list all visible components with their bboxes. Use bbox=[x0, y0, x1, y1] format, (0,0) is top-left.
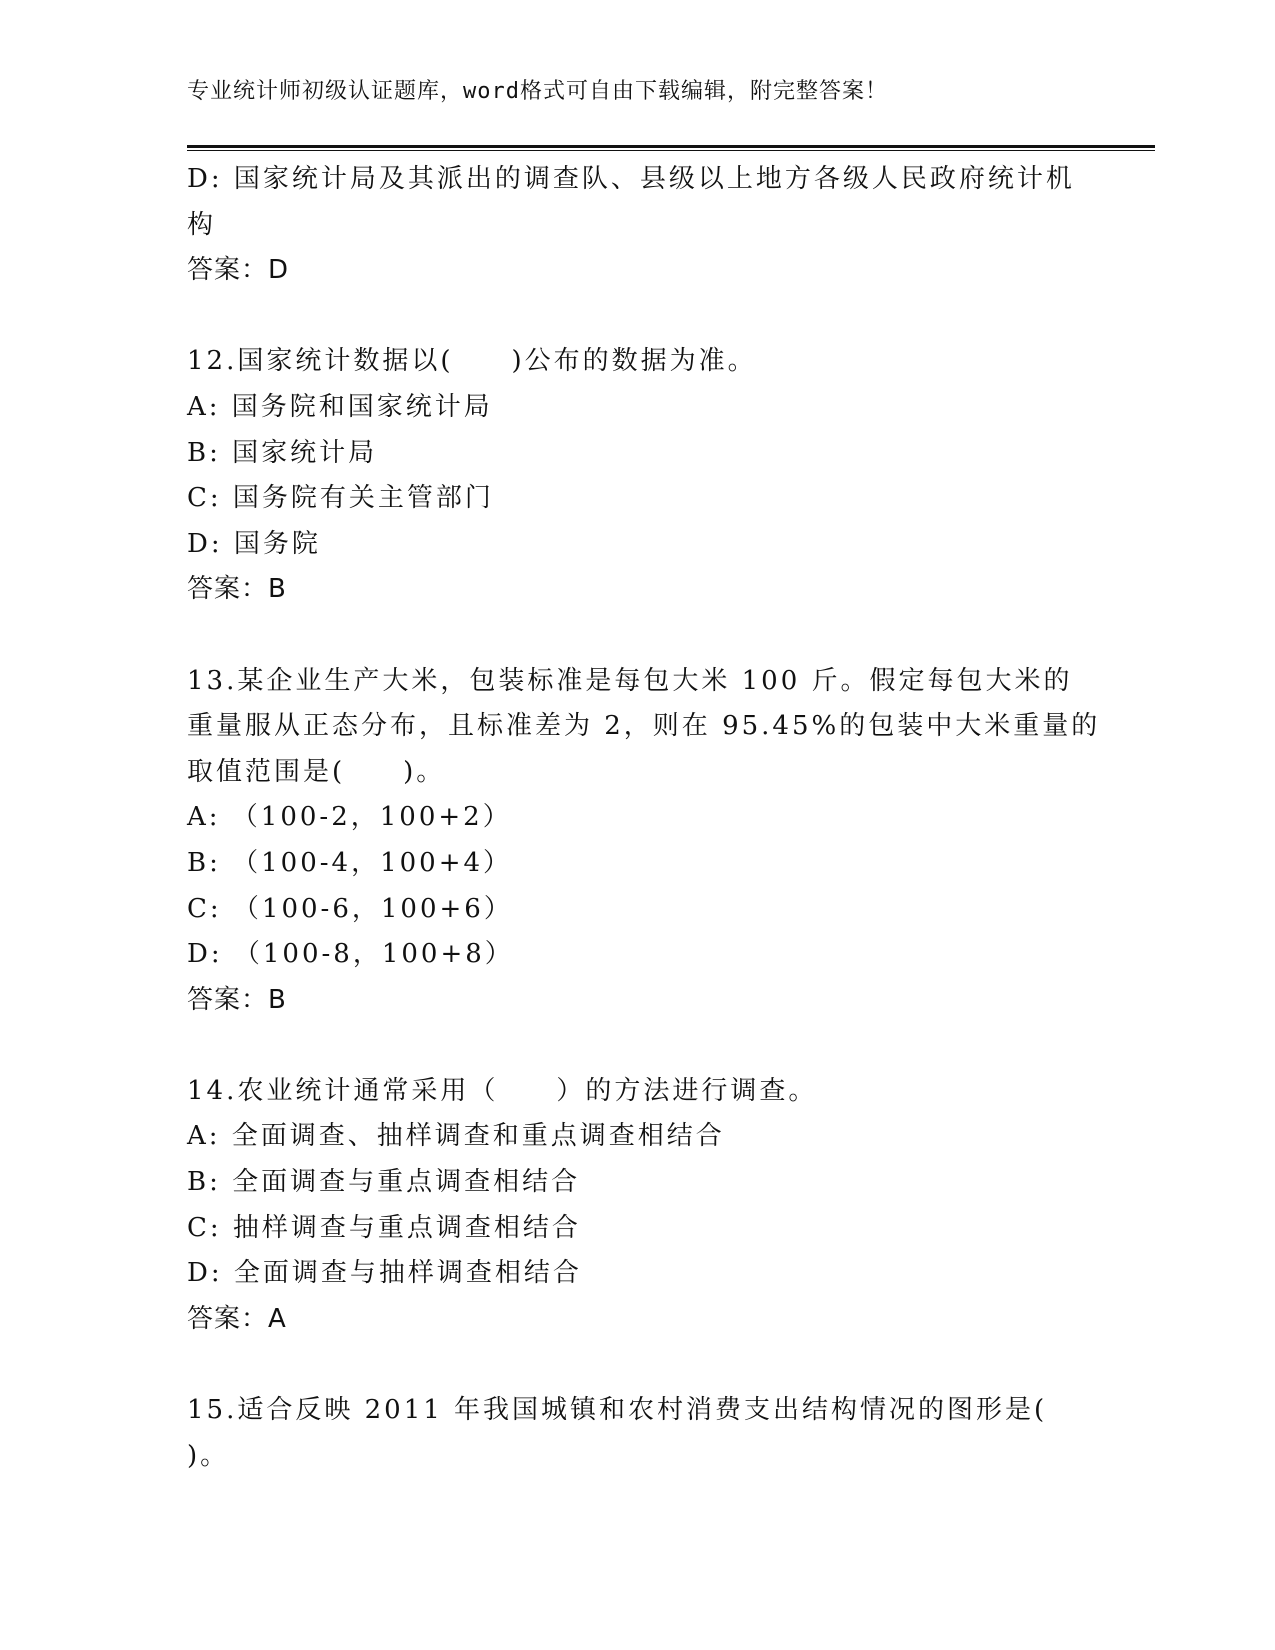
option-d: D: （100-8，100+8） bbox=[187, 939, 514, 970]
spacer bbox=[187, 1023, 1087, 1069]
question-11-tail bbox=[187, 157, 1087, 294]
option-d-continuation: 构 bbox=[187, 209, 217, 240]
option-c: C: 国务院有关主管部门 bbox=[187, 483, 494, 514]
spacer bbox=[187, 613, 1087, 659]
option-b: B: 全面调查与重点调查相结合 bbox=[187, 1167, 581, 1198]
option-d: D: 国务院 bbox=[187, 528, 321, 559]
option-b: B: 国家统计局 bbox=[187, 437, 378, 468]
question-15 bbox=[187, 1388, 1087, 1479]
question-12 bbox=[187, 339, 1087, 613]
question-stem-line-2: )。 bbox=[187, 1440, 230, 1471]
answer: 答案：D bbox=[187, 255, 290, 286]
option-c: C: （100-6，100+6） bbox=[187, 893, 513, 924]
option-b: B: （100-4，100+4） bbox=[187, 847, 513, 878]
option-d: D: 国家统计局及其派出的调查队、县级以上地方各级人民政府统计机 bbox=[187, 164, 1075, 194]
option-d: D: 全面调查与抽样调查相结合 bbox=[187, 1258, 582, 1289]
question-stem: 14.农业统计通常采用（ ）的方法进行调查。 bbox=[187, 1075, 818, 1106]
question-stem-line-2: 重量服从正态分布，且标准差为 2，则在 95.45%的包装中大米重量的 bbox=[187, 711, 1101, 742]
answer: 答案：B bbox=[187, 984, 287, 1015]
question-14 bbox=[187, 1069, 1087, 1343]
option-a: A: 国务院和国家统计局 bbox=[187, 391, 493, 422]
spacer bbox=[187, 1342, 1087, 1388]
page-header: 专业统计师初级认证题库，word格式可自由下载编辑，附完整答案！ bbox=[187, 79, 888, 104]
spacer bbox=[187, 294, 1087, 340]
answer: 答案：A bbox=[187, 1303, 287, 1334]
header-divider-thin bbox=[187, 150, 1155, 151]
question-13 bbox=[187, 659, 1101, 1024]
option-c: C: 抽样调查与重点调查相结合 bbox=[187, 1212, 581, 1243]
question-stem: 12.国家统计数据以( )公布的数据为准。 bbox=[187, 346, 757, 377]
answer: 答案：B bbox=[187, 574, 287, 605]
option-a: A: 全面调查、抽样调查和重点调查相结合 bbox=[187, 1121, 725, 1152]
header-divider-thick bbox=[187, 145, 1155, 148]
question-stem-line-3: 取值范围是( )。 bbox=[187, 756, 446, 787]
document-body bbox=[187, 157, 1101, 1479]
question-stem-line-1: 13.某企业生产大米，包装标准是每包大米 100 斤。假定每包大米的 bbox=[187, 665, 1073, 696]
option-a: A: （100-2，100+2） bbox=[187, 802, 512, 833]
question-stem-line-1: 15.适合反映 2011 年我国城镇和农村消费支出结构情况的图形是( bbox=[187, 1395, 1048, 1426]
